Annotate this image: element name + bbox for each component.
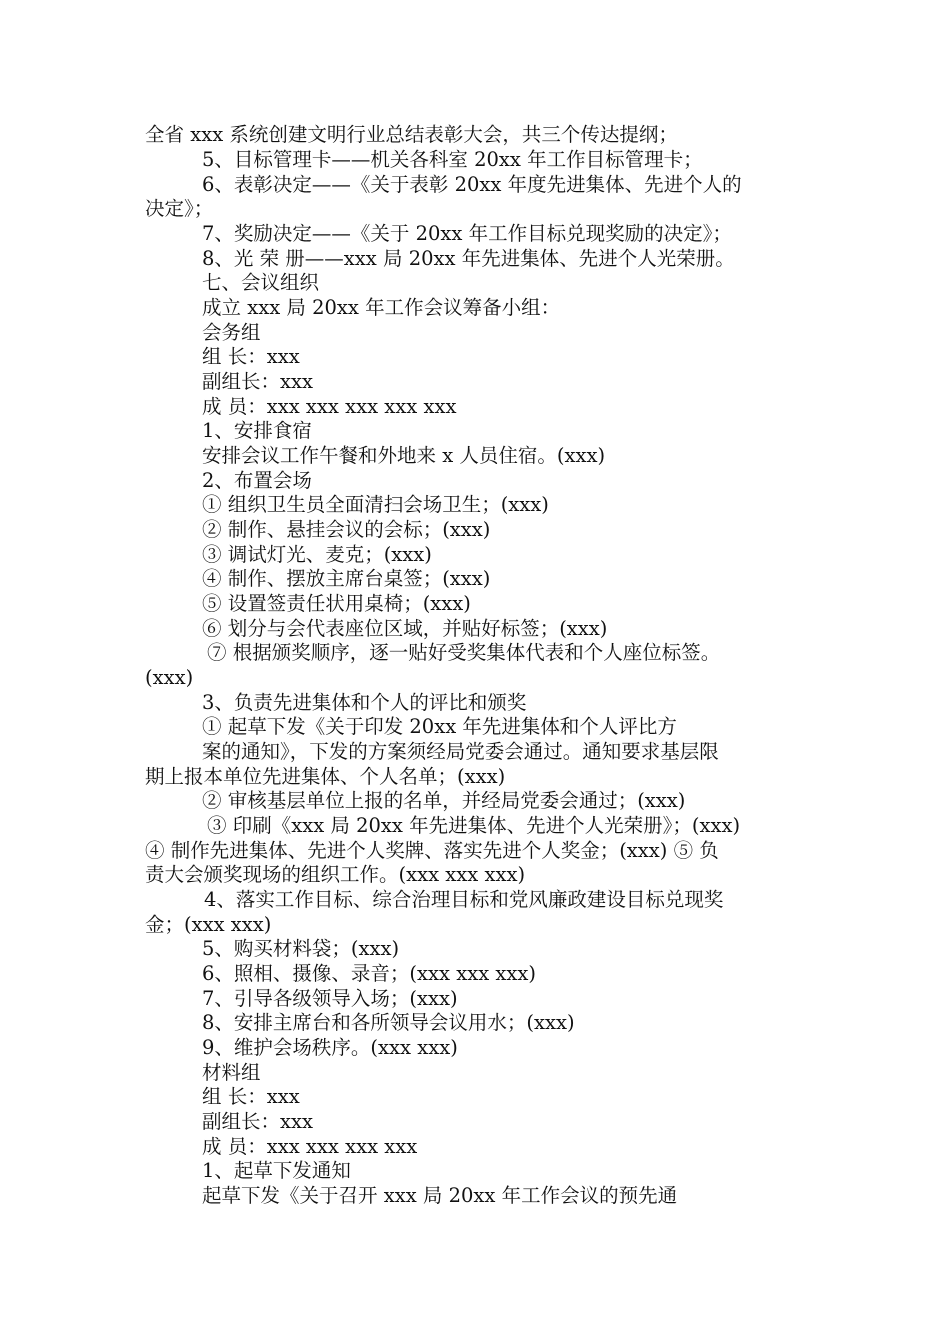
text-line: 2、布置会场 — [202, 469, 312, 492]
text-line: (xxx) — [145, 666, 194, 689]
list-item: ④ 制作、摆放主席台桌签；(xxx) — [202, 567, 491, 590]
list-item: ⑦ 根据颁奖顺序，逐一贴好受奖集体代表和个人座位标签。 — [207, 641, 721, 664]
text-line: 案的通知》，下发的方案须经局党委会通过。通知要求基层限 — [202, 740, 719, 763]
text-line: 6、照相、摄像、录音；(xxx xxx xxx) — [202, 962, 536, 985]
text-line: 成立 xxx 局 20xx 年工作会议筹备小组： — [202, 296, 561, 319]
text-line: 6、表彰决定——《关于表彰 20xx 年度先进集体、先进个人的 — [202, 173, 742, 196]
text-line: 9、维护会场秩序。(xxx xxx) — [202, 1036, 458, 1059]
group-heading: 材料组 — [202, 1061, 261, 1084]
text-line: 组 长：xxx — [202, 1085, 300, 1108]
section-heading: 七、会议组织 — [202, 271, 320, 294]
text-line: 组 长：xxx — [202, 345, 300, 368]
list-item: ④ 制作先进集体、先进个人奖牌、落实先进个人奖金；(xxx) ⑤ 负 — [145, 839, 719, 862]
text-line: 8、安排主席台和各所领导会议用水；(xxx) — [202, 1011, 575, 1034]
list-item: ③ 印刷《xxx 局 20xx 年先进集体、先进个人光荣册》；(xxx) — [207, 814, 741, 837]
list-item: ① 起草下发《关于印发 20xx 年先进集体和个人评比方 — [202, 715, 677, 738]
list-item: ② 制作、悬挂会议的会标；(xxx) — [202, 518, 491, 541]
text-line: 责大会颁奖现场的组织工作。(xxx xxx xxx) — [145, 863, 526, 886]
text-line: 安排会议工作午餐和外地来 x 人员住宿。(xxx) — [202, 444, 606, 467]
text-line: 5、购买材料袋；(xxx) — [202, 937, 400, 960]
group-heading: 会务组 — [202, 321, 261, 344]
text-line: 4、落实工作目标、综合治理目标和党风廉政建设目标兑现奖 — [204, 888, 724, 911]
text-line: 5、目标管理卡——机关各科室 20xx 年工作目标管理卡； — [202, 148, 703, 171]
text-line: 全省 xxx 系统创建文明行业总结表彰大会，共三个传达提纲； — [145, 123, 678, 146]
list-item: ⑥ 划分与会代表座位区域，并贴好标签；(xxx) — [202, 617, 608, 640]
list-item: ③ 调试灯光、麦克；(xxx) — [202, 543, 432, 566]
text-line: 7、引导各级领导入场；(xxx) — [202, 987, 458, 1010]
text-line: 副组长：xxx — [202, 1110, 313, 1133]
text-line: 起草下发《关于召开 xxx 局 20xx 年工作会议的预先通 — [202, 1184, 678, 1207]
text-line: 决定》； — [145, 197, 214, 220]
text-line: 成 员：xxx xxx xxx xxx xxx — [202, 395, 457, 418]
list-item: ⑤ 设置签责任状用桌椅；(xxx) — [202, 592, 471, 615]
text-line: 期上报本单位先进集体、个人名单；(xxx) — [145, 765, 506, 788]
text-line: 3、负责先进集体和个人的评比和颁奖 — [202, 691, 527, 714]
list-item: ① 组织卫生员全面清扫会场卫生；(xxx) — [202, 493, 549, 516]
text-line: 8、光 荣 册——xxx 局 20xx 年先进集体、先进个人光荣册。 — [202, 247, 735, 270]
text-line: 1、起草下发通知 — [202, 1159, 351, 1182]
text-line: 金；(xxx xxx) — [145, 913, 272, 936]
text-line: 7、奖励决定——《关于 20xx 年工作目标兑现奖励的决定》； — [202, 222, 732, 245]
list-item: ② 审核基层单位上报的名单，并经局党委会通过；(xxx) — [202, 789, 686, 812]
text-line: 副组长：xxx — [202, 370, 313, 393]
text-line: 1、安排食宿 — [202, 419, 312, 442]
text-line: 成 员：xxx xxx xxx xxx — [202, 1135, 418, 1158]
